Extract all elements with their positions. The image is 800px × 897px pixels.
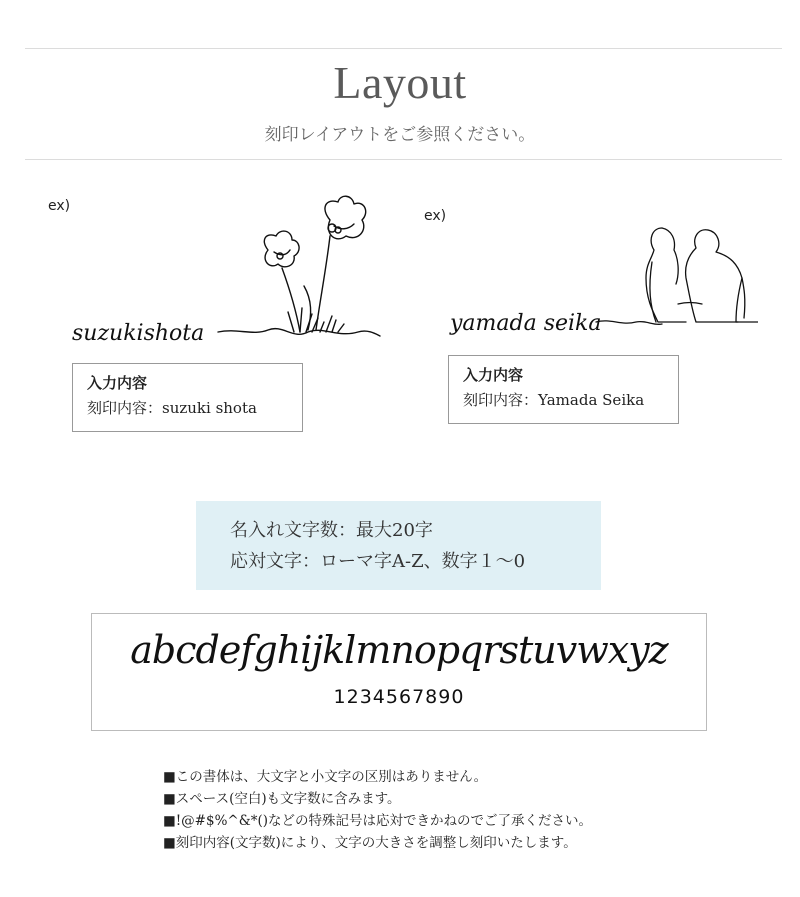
top-divider (25, 48, 782, 49)
poppy-flowers-line-art-icon (68, 190, 388, 355)
page-title: Layout (333, 57, 467, 108)
example-2-engraving: yamada seika (450, 311, 602, 336)
example-1-engraving: suzukishota (72, 321, 205, 346)
example-2-input-heading: 入力内容 (463, 366, 524, 384)
example-2-input-line: 刻印内容：Yamada Seika (463, 391, 645, 409)
font-sample-digits: 1234567890 (333, 686, 465, 708)
header-bottom-divider (25, 159, 782, 160)
example-1-input-line: 刻印内容：suzuki shota (87, 399, 257, 417)
example-1-input-box (72, 363, 303, 432)
max-chars-text: 名入れ文字数：最大20字 (230, 520, 433, 541)
example-1-input-heading: 入力内容 (87, 374, 148, 392)
note-item: ■スペース(空白)も文字数に含みます。 (163, 791, 401, 807)
supported-chars-text: 応対文字：ローマ字A-Z、数字１～0 (230, 551, 526, 572)
example-1-label: ex) (48, 198, 71, 214)
font-sample-letters: abcdefghijklmnopqrstuvwxyz (130, 628, 668, 672)
notes-list (163, 766, 592, 854)
example-2-label: ex) (424, 208, 447, 224)
note-item: ■この書体は、大文字と小文字の区別はありません。 (163, 769, 488, 785)
sitting-couple-line-art-icon (446, 218, 758, 353)
example-2-input-box (448, 355, 679, 424)
note-item: ■刻印内容(文字数)により、文字の大きさを調整し刻印いたします。 (163, 835, 577, 851)
font-sample-box (91, 613, 707, 731)
note-item: ■!@#$%^&*()などの特殊記号は応対できかねのでご了承ください。 (163, 813, 593, 829)
page-subtitle: 刻印レイアウトをご参照ください。 (264, 125, 536, 145)
char-limit-info (196, 501, 601, 590)
